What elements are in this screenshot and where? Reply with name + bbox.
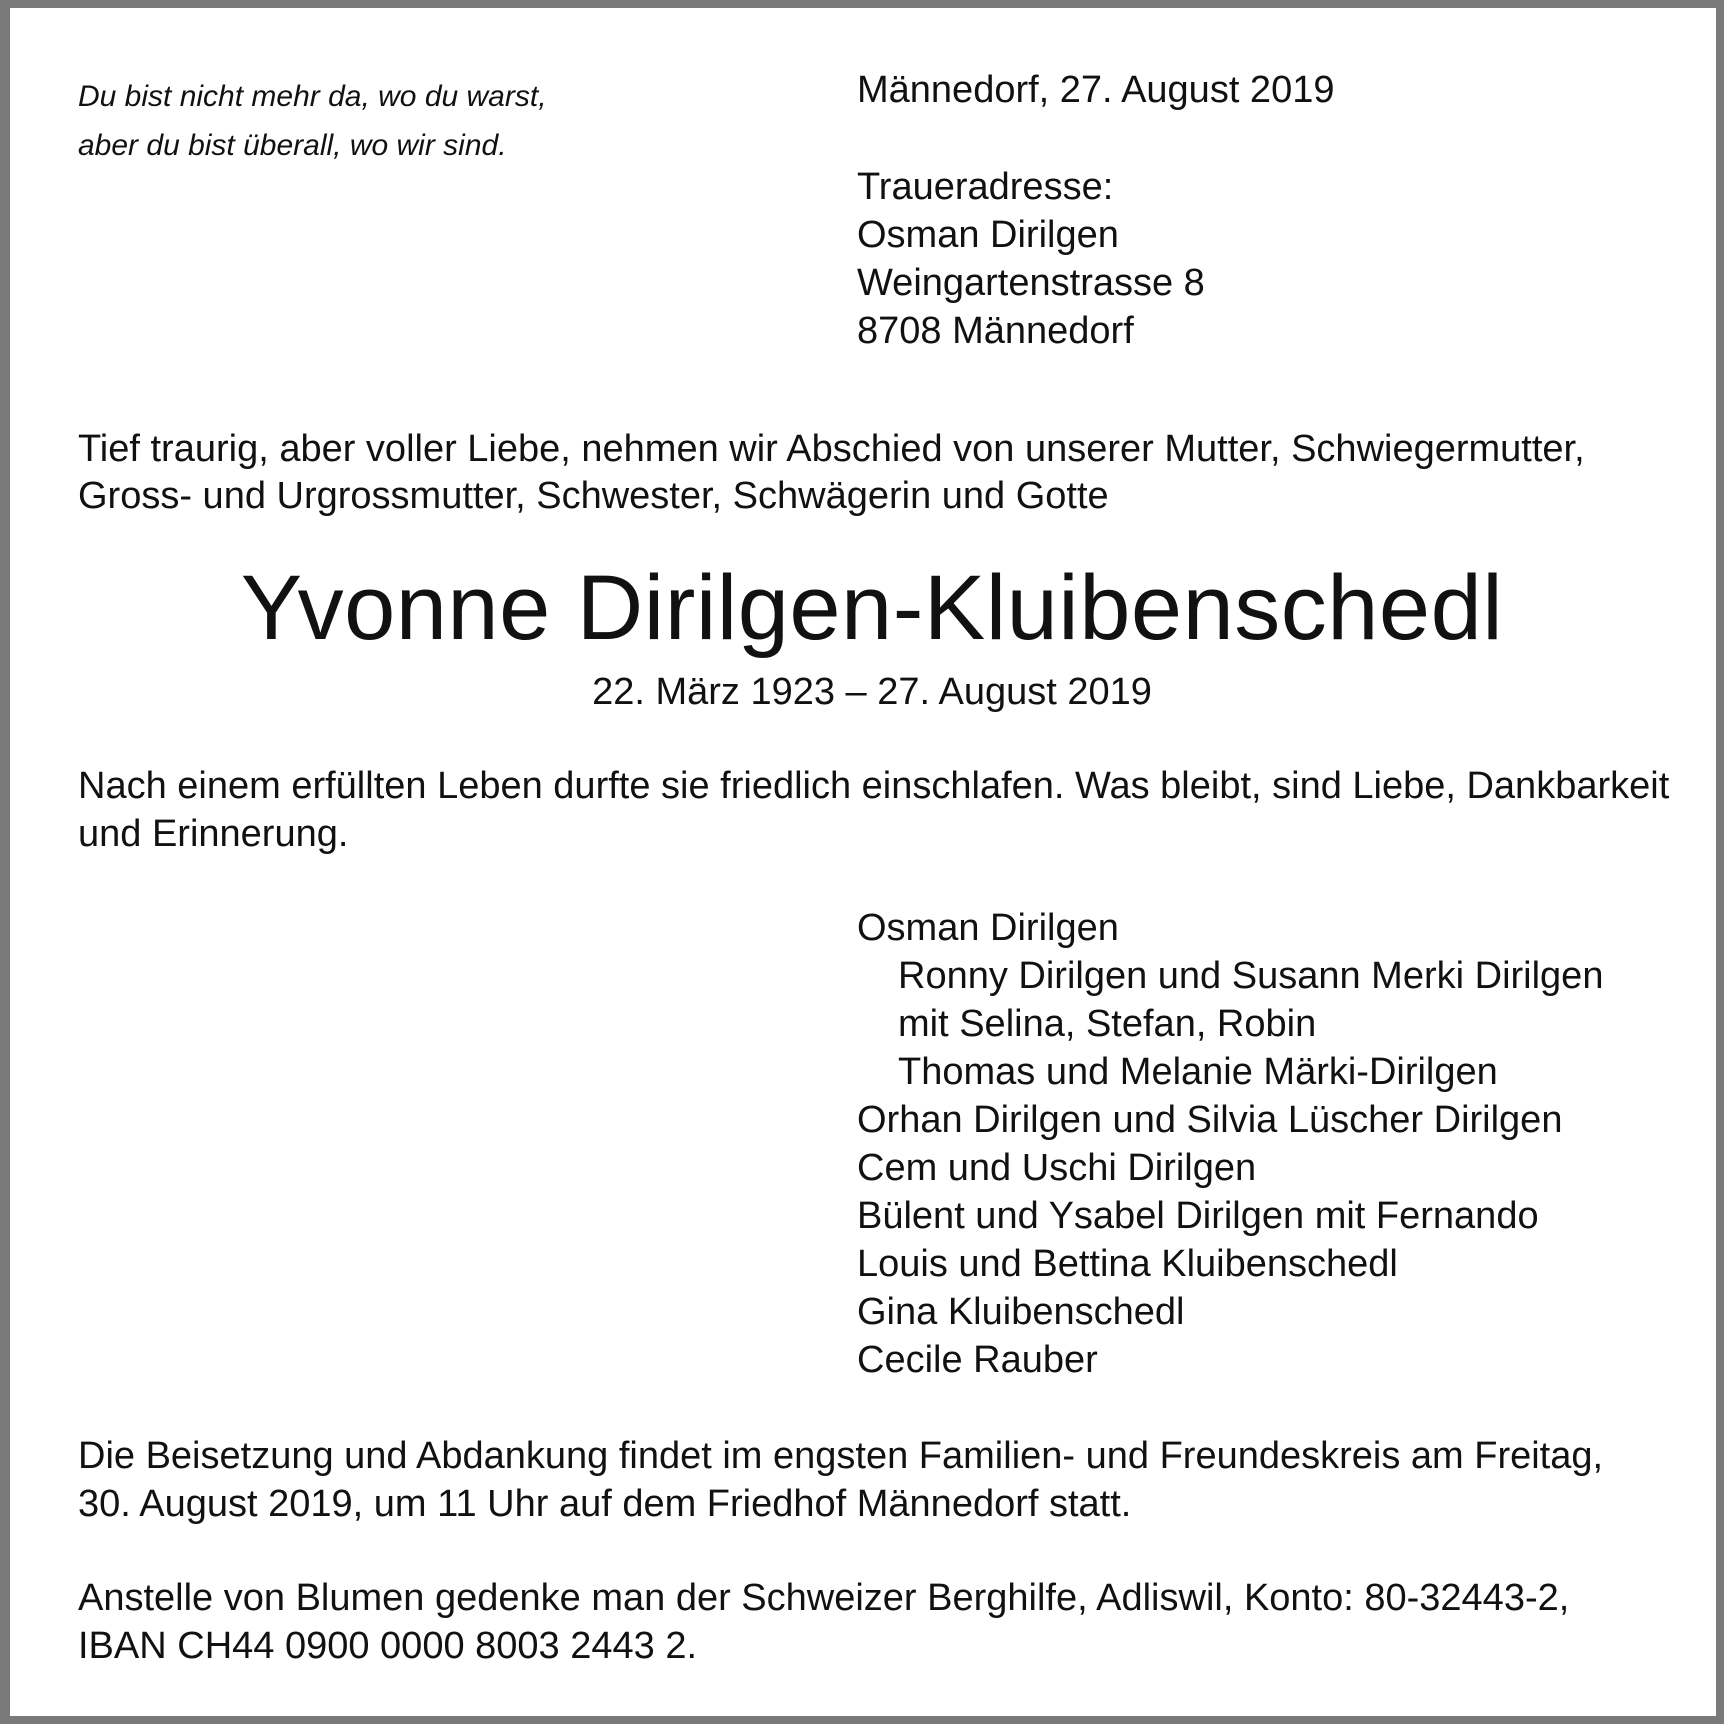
family-member: Osman Dirilgen — [857, 907, 1119, 949]
place-date: Männedorf, 27. August 2019 — [857, 69, 1335, 111]
closing-text — [78, 762, 1669, 858]
address-street: Weingartenstrasse 8 — [857, 262, 1205, 304]
address-label: Traueradresse: — [857, 166, 1114, 208]
funeral-info — [78, 1432, 1603, 1528]
funeral-line-2: 30. August 2019, um 11 Uhr auf dem Friedhof Männedorf statt. — [78, 1483, 1132, 1525]
closing-line-2: und Erinnerung. — [78, 813, 349, 855]
family-member: Gina Kluibenschedl — [857, 1291, 1185, 1333]
family-member: Cecile Rauber — [857, 1339, 1098, 1381]
funeral-line-1: Die Beisetzung und Abdankung findet im engsten Familien- und Freundeskreis am Freitag, — [78, 1435, 1604, 1477]
life-dates: 22. März 1923 – 27. August 2019 — [592, 671, 1152, 713]
donation-info — [78, 1574, 1569, 1670]
mourning-address — [857, 163, 1205, 355]
donation-line-1: Anstelle von Blumen gedenke man der Schweizer Berghilfe, Adliswil, Konto: 80-32443-2, — [78, 1577, 1570, 1619]
family-member: Thomas und Melanie Märki-Dirilgen — [898, 1051, 1498, 1093]
closing-line-1: Nach einem erfüllten Leben durfte sie friedlich einschlafen. Was bleibt, sind Liebe, Dankbarkeit — [78, 765, 1670, 807]
family-member: Bülent und Ysabel Dirilgen mit Fernando — [857, 1195, 1539, 1237]
motto-line-1: Du bist nicht mehr da, wo du warst, — [78, 80, 547, 113]
motto-line-2: aber du bist überall, wo wir sind. — [78, 129, 507, 162]
address-name: Osman Dirilgen — [857, 214, 1119, 256]
family-member: Louis und Bettina Kluibenschedl — [857, 1243, 1398, 1285]
family-member: Orhan Dirilgen und Silvia Lüscher Dirilgen — [857, 1099, 1563, 1141]
address-city: 8708 Männedorf — [857, 310, 1134, 352]
motto-quote — [78, 72, 547, 170]
intro-line-1: Tief traurig, aber voller Liebe, nehmen wir Abschied von unserer Mutter, Schwiegermutter, — [78, 428, 1585, 470]
family-member: mit Selina, Stefan, Robin — [898, 1003, 1317, 1045]
intro-text — [78, 426, 1688, 520]
family-member: Ronny Dirilgen und Susann Merki Dirilgen — [898, 955, 1604, 997]
family-member: Cem und Uschi Dirilgen — [857, 1147, 1257, 1189]
donation-line-2: IBAN CH44 0900 0000 8003 2443 2. — [78, 1625, 698, 1667]
intro-line-2: Gross- und Urgrossmutter, Schwester, Schwägerin und Gotte — [78, 475, 1109, 517]
family-list — [857, 904, 1603, 1384]
deceased-name: Yvonne Dirilgen-Kluibenschedl — [240, 557, 1504, 659]
